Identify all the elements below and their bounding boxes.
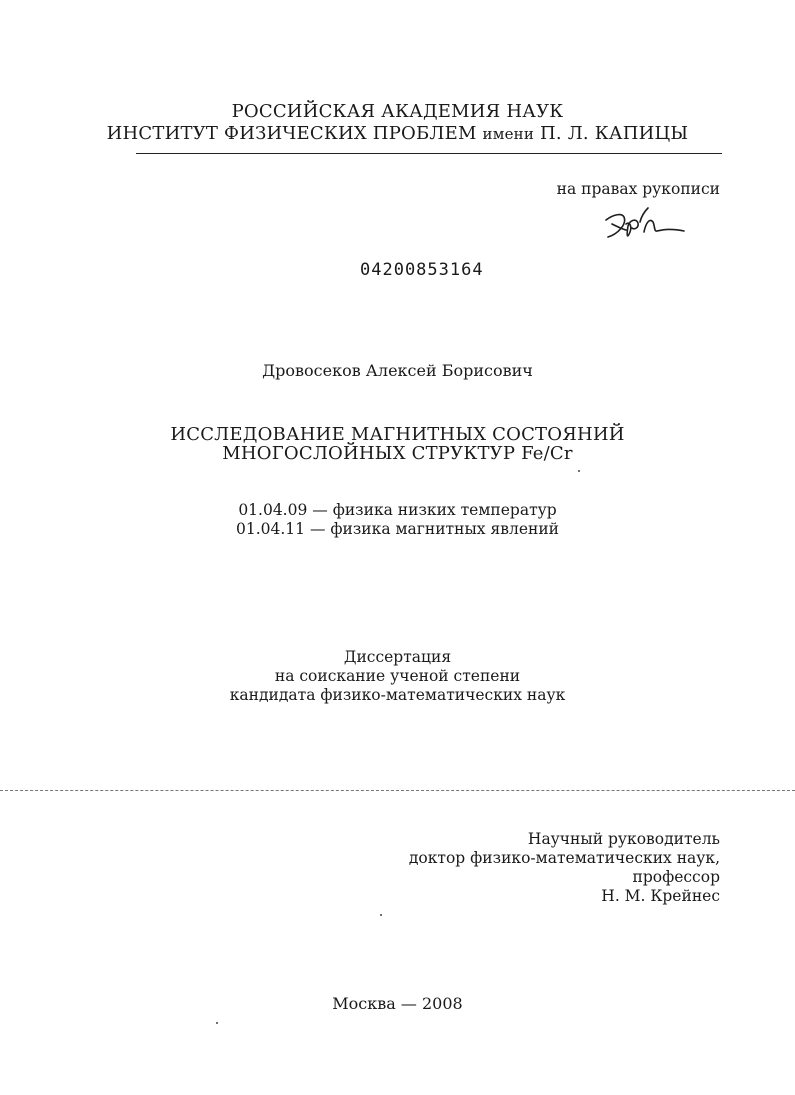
scan-fold-line bbox=[0, 790, 795, 791]
thesis-title-line2: МНОГОСЛОЙНЫХ СТРУКТУР Fe/Cr bbox=[222, 443, 573, 464]
specialty-1: 01.04.09 — физика низких температур bbox=[238, 501, 557, 519]
supervisor-label: Научный руководитель bbox=[527, 830, 720, 848]
signature bbox=[600, 204, 692, 244]
organization-name: РОССИЙСКАЯ АКАДЕМИЯ НАУК bbox=[231, 101, 564, 122]
scan-speck bbox=[380, 914, 382, 916]
author-name: Дровосеков Алексей Борисович bbox=[262, 361, 533, 380]
thesis-title-line1: ИССЛЕДОВАНИЕ МАГНИТНЫХ СОСТОЯНИЙ bbox=[170, 424, 625, 445]
supervisor-name: Н. М. Крейнес bbox=[601, 887, 720, 905]
catalog-number: 04200853164 bbox=[360, 260, 484, 280]
institute-name-person: П. Л. КАПИЦЫ bbox=[539, 123, 689, 144]
supervisor-title: профессор bbox=[632, 868, 720, 886]
institute-name-connector: имени bbox=[482, 125, 535, 143]
manuscript-note: на правах рукописи bbox=[556, 180, 720, 198]
degree-line2: на соискание ученой степени bbox=[274, 667, 521, 685]
supervisor-degree: доктор физико-математических наук, bbox=[408, 849, 720, 867]
institute-name-main: ИНСТИТУТ ФИЗИЧЕСКИХ ПРОБЛЕМ bbox=[106, 123, 477, 144]
specialty-2: 01.04.11 — физика магнитных явлений bbox=[236, 520, 559, 538]
city-year: Москва — 2008 bbox=[332, 994, 463, 1013]
institute-name bbox=[0, 123, 795, 145]
scan-speck bbox=[578, 470, 580, 472]
scan-speck bbox=[216, 1022, 218, 1024]
degree-line1: Диссертация bbox=[343, 648, 452, 666]
header-rule bbox=[136, 153, 722, 154]
degree-line3: кандидата физико-математических наук bbox=[229, 686, 566, 704]
